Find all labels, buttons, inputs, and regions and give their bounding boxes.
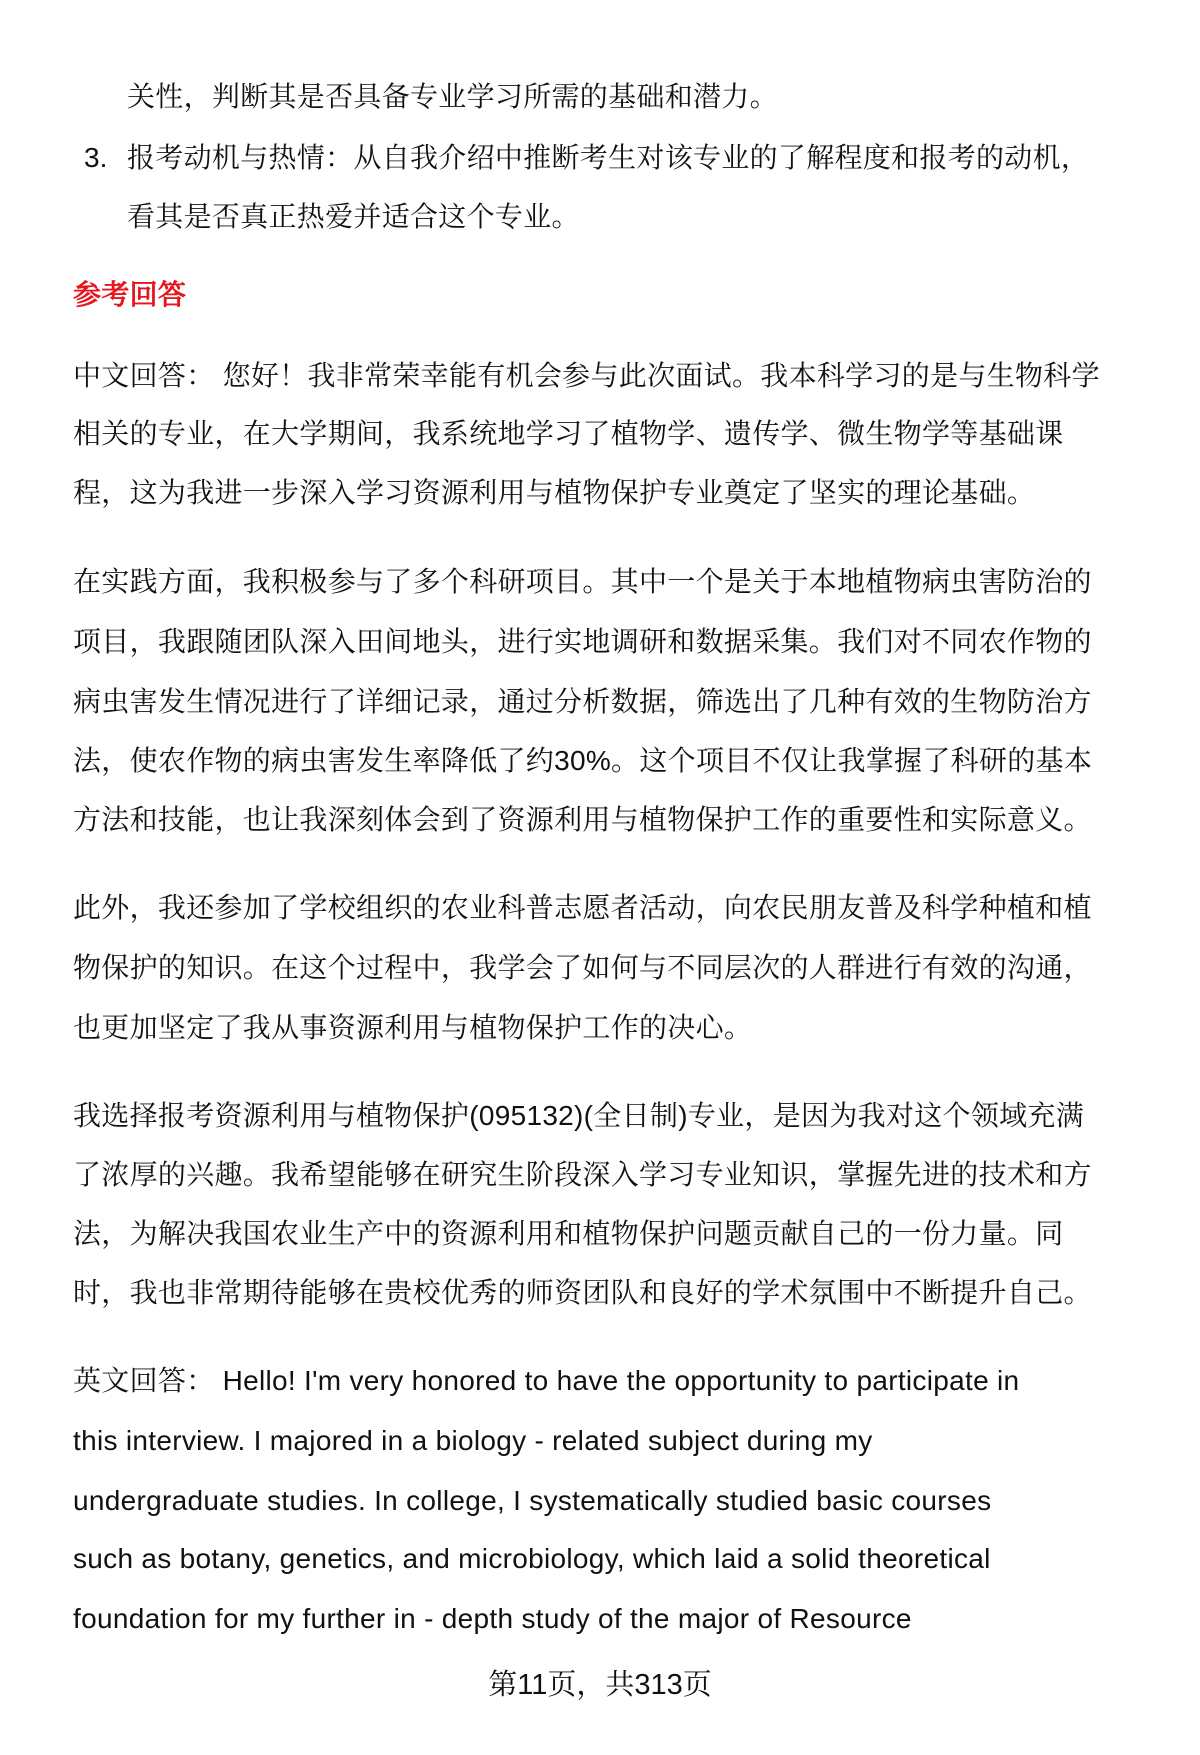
paragraph-line: 此外，我还参加了学校组织的农业科普志愿者活动，向农民朋友普及科学种植和植: [73, 892, 1092, 923]
section-heading: 参考回答: [73, 279, 187, 310]
paragraph-line: 方法和技能，也让我深刻体会到了资源利用与植物保护工作的重要性和实际意义。: [73, 804, 1092, 835]
list-number: 3.: [84, 142, 108, 173]
paragraph-line: 也更加坚定了我从事资源利用与植物保护工作的决心。: [73, 1012, 753, 1043]
paragraph-line: 病虫害发生情况进行了详细记录，通过分析数据，筛选出了几种有效的生物防治方: [73, 686, 1092, 717]
paragraph-line: 英文回答： Hello! I'm very honored to have the opportunity to participate in: [73, 1365, 1020, 1396]
paragraph-line: 法，为解决我国农业生产中的资源利用和植物保护问题贡献自己的一份力量。同: [73, 1218, 1064, 1249]
list-item-text: 报考动机与热情：从自我介绍中推断考生对该专业的了解程度和报考的动机，: [127, 142, 1090, 173]
paragraph-line: 物保护的知识。在这个过程中，我学会了如何与不同层次的人群进行有效的沟通，: [73, 952, 1092, 983]
paragraph-line: this interview. I majored in a biology - related subject during my: [73, 1425, 873, 1456]
paragraph-line: such as botany, genetics, and microbiology, which laid a solid theoretical: [73, 1543, 991, 1574]
paragraph-line: foundation for my further in - depth study of the major of Resource: [73, 1603, 912, 1634]
paragraph-line: 法，使农作物的病虫害发生率降低了约30%。这个项目不仅让我掌握了科研的基本: [73, 745, 1093, 776]
paragraph-line: 中文回答： 您好！我非常荣幸能有机会参与此次面试。我本科学习的是与生物科学: [73, 360, 1100, 391]
paragraph-line: 项目，我跟随团队深入田间地头，进行实地调研和数据采集。我们对不同农作物的: [73, 626, 1092, 657]
paragraph-line: 程，这为我进一步深入学习资源利用与植物保护专业奠定了坚实的理论基础。: [73, 477, 1036, 508]
paragraph-line: 了浓厚的兴趣。我希望能够在研究生阶段深入学习专业知识，掌握先进的技术和方: [73, 1159, 1092, 1190]
list-item-continuation: 关性，判断其是否具备专业学习所需的基础和潜力。: [127, 81, 778, 112]
page-number-footer: 第11页，共313页: [488, 1669, 712, 1701]
paragraph-line: 时，我也非常期待能够在贵校优秀的师资团队和良好的学术氛围中不断提升自己。: [73, 1277, 1092, 1308]
paragraph-line: 相关的专业，在大学期间，我系统地学习了植物学、遗传学、微生物学等基础课: [73, 418, 1064, 449]
paragraph-line: 我选择报考资源利用与植物保护(095132)(全日制)专业，是因为我对这个领域充满: [73, 1100, 1085, 1131]
list-item-text: 看其是否真正热爱并适合这个专业。: [127, 201, 580, 232]
paragraph-line: undergraduate studies. In college, I systematically studied basic courses: [73, 1485, 992, 1516]
paragraph-line: 在实践方面，我积极参与了多个科研项目。其中一个是关于本地植物病虫害防治的: [73, 566, 1092, 597]
